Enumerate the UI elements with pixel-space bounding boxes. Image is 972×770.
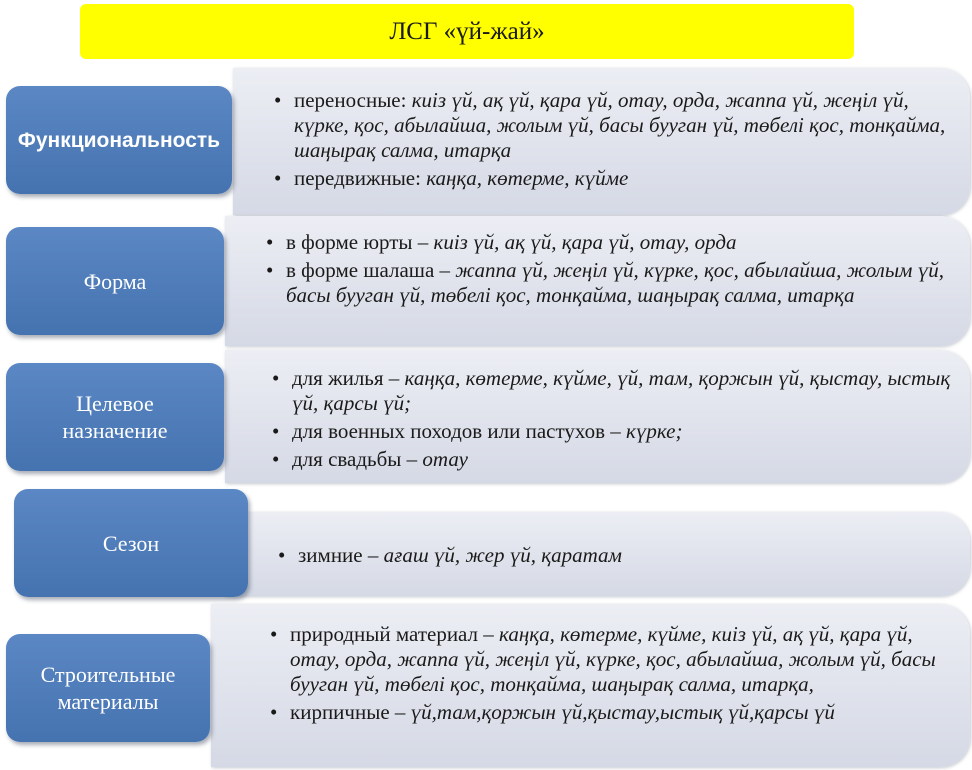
list-item: • переносные: киіз үй, ақ үй, қара үй, отау, орда, жаппа үй, жеңіл үй, күрке, қос, абылайша, жолым үй, басы бууган үй, төбелі қос, тонқайма, шаңырақ салма, итарқа bbox=[294, 88, 954, 163]
list-item: • кирпичные – үй,там,қоржын үй,қыстау,ыстық үй,қарсы үй bbox=[290, 700, 962, 725]
list-item: • природный материал – каңқа, көтерме, күйме, киіз үй, ақ үй, қара үй, отау, орда, жаппа үй, жеңіл үй, күрке, қос, абылайша, жолым үй, басы бууган үй, төбелі қос, тонқайма, шаңырақ салма, итарқа, bbox=[290, 622, 962, 697]
list-item: • передвижные: каңқа, көтерме, күйме bbox=[294, 166, 954, 191]
category-form: Форма bbox=[6, 227, 224, 335]
category-functionality: Функциональность bbox=[6, 86, 232, 194]
category-purpose: Целевое назначение bbox=[6, 363, 224, 471]
items-purpose bbox=[270, 366, 952, 475]
items-materials bbox=[268, 622, 962, 728]
list-item: • в форме юрты – киіз үй, ақ үй, қара үй, отау, орда bbox=[286, 230, 966, 255]
list-item: • для жилья – каңқа, көтерме, күйме, үй, там, қоржын үй, қыстау, ыстық үй, қарсы үй; bbox=[292, 366, 952, 416]
list-item: • для свадьбы – отау bbox=[292, 447, 952, 472]
diagram-title: ЛСГ «үй-жай» bbox=[80, 4, 854, 59]
list-item: • в форме шалаша – жаппа үй, жеңіл үй, күрке, қос, абылайша, жолым үй, басы бууган үй, төбелі қос, тонқайма, шаңырақ салма, итарқа bbox=[286, 258, 966, 308]
items-form bbox=[264, 230, 966, 311]
category-materials: Строительные материалы bbox=[6, 634, 210, 742]
items-season bbox=[276, 543, 948, 571]
list-item: • зимние – ағаш үй, жер үй, қаратам bbox=[298, 543, 948, 568]
category-season: Сезон bbox=[14, 489, 248, 597]
list-item: • для военных походов или пастухов – күрке; bbox=[292, 419, 952, 444]
items-functionality bbox=[272, 88, 954, 194]
